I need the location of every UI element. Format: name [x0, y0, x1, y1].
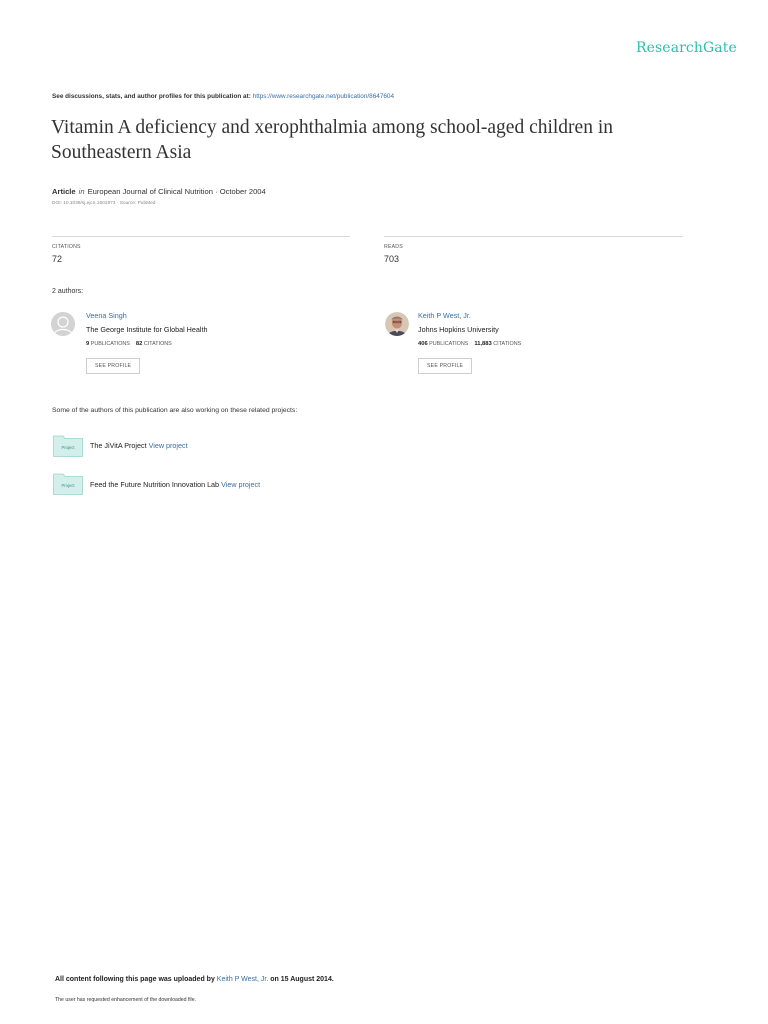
discussions-line — [52, 93, 394, 100]
author-institution: Johns Hopkins University — [418, 325, 499, 334]
author-portrait-icon — [385, 312, 409, 336]
publication-meta — [52, 187, 266, 196]
publications-count: 9 — [86, 341, 90, 347]
project-row — [90, 480, 260, 489]
article-type: Article — [52, 187, 76, 196]
author-stats — [418, 341, 521, 347]
meta-separator: · — [215, 187, 218, 196]
view-project-link[interactable]: View project — [148, 441, 188, 450]
project-folder-icon[interactable] — [53, 471, 83, 500]
reads-label: READS — [384, 244, 403, 250]
researchgate-logo[interactable]: ResearchGate — [636, 40, 737, 56]
related-projects-heading: Some of the authors of this publication are also working on these related projects: — [52, 407, 298, 414]
project-icon-label: Project — [61, 483, 75, 488]
publication-date: October 2004 — [219, 187, 266, 196]
publications-label: PUBLICATIONS — [429, 341, 469, 347]
publications-count: 406 — [418, 341, 428, 347]
default-user-icon — [51, 312, 75, 336]
author-name-link[interactable]: Veena Singh — [86, 311, 127, 320]
uploader-link[interactable]: Keith P West, Jr. — [216, 976, 269, 983]
project-folder-icon[interactable] — [53, 433, 83, 462]
publications-label: PUBLICATIONS — [90, 341, 130, 347]
avatar-placeholder-icon[interactable] — [51, 312, 75, 336]
uploaded-suffix: on 15 August 2014. — [270, 976, 334, 983]
author-photo[interactable] — [385, 312, 409, 336]
journal-name: European Journal of Clinical Nutrition — [87, 187, 213, 196]
reads-value: 703 — [384, 254, 400, 264]
citations-count: 11,883 — [474, 341, 492, 347]
divider-citations — [52, 236, 350, 237]
authors-heading: 2 authors: — [52, 288, 84, 295]
see-profile-button[interactable]: SEE PROFILE — [418, 358, 472, 374]
author-name-link[interactable]: Keith P West, Jr. — [418, 311, 471, 320]
folder-icon — [53, 433, 83, 457]
citations-value: 72 — [52, 254, 63, 264]
discussions-prefix: See discussions, stats, and author profiles for this publication at: — [52, 93, 251, 100]
requested-note: The user has requested enhancement of the downloaded file. — [55, 997, 197, 1003]
uploaded-by-line — [55, 976, 334, 983]
publication-url-link[interactable]: https://www.researchgate.net/publication/8647604 — [252, 93, 395, 100]
citations-label: CITATIONS — [493, 341, 522, 347]
project-row — [90, 441, 188, 450]
publication-title: Vitamin A deficiency and xerophthalmia among school-aged children in Southeastern Asia — [51, 117, 613, 163]
citations-label: CITATIONS — [143, 341, 172, 347]
divider-reads — [384, 236, 683, 237]
in-word: in — [78, 187, 85, 196]
project-icon-label: Project — [61, 445, 75, 450]
doi-line: DOI: 10.1038/sj.ejcn.1601973 · Source: PubMed — [52, 201, 156, 206]
author-stats — [86, 341, 172, 347]
author-institution: The George Institute for Global Health — [86, 325, 208, 334]
project-name: Feed the Future Nutrition Innovation Lab — [90, 480, 220, 489]
folder-icon — [53, 471, 83, 495]
project-name: The JiVitA Project — [90, 441, 147, 450]
uploaded-prefix: All content following this page was uploaded by — [55, 976, 215, 983]
see-profile-button[interactable]: SEE PROFILE — [86, 358, 140, 374]
citations-label: CITATIONS — [52, 244, 81, 250]
view-project-link[interactable]: View project — [221, 480, 261, 489]
citations-count: 82 — [135, 341, 143, 347]
